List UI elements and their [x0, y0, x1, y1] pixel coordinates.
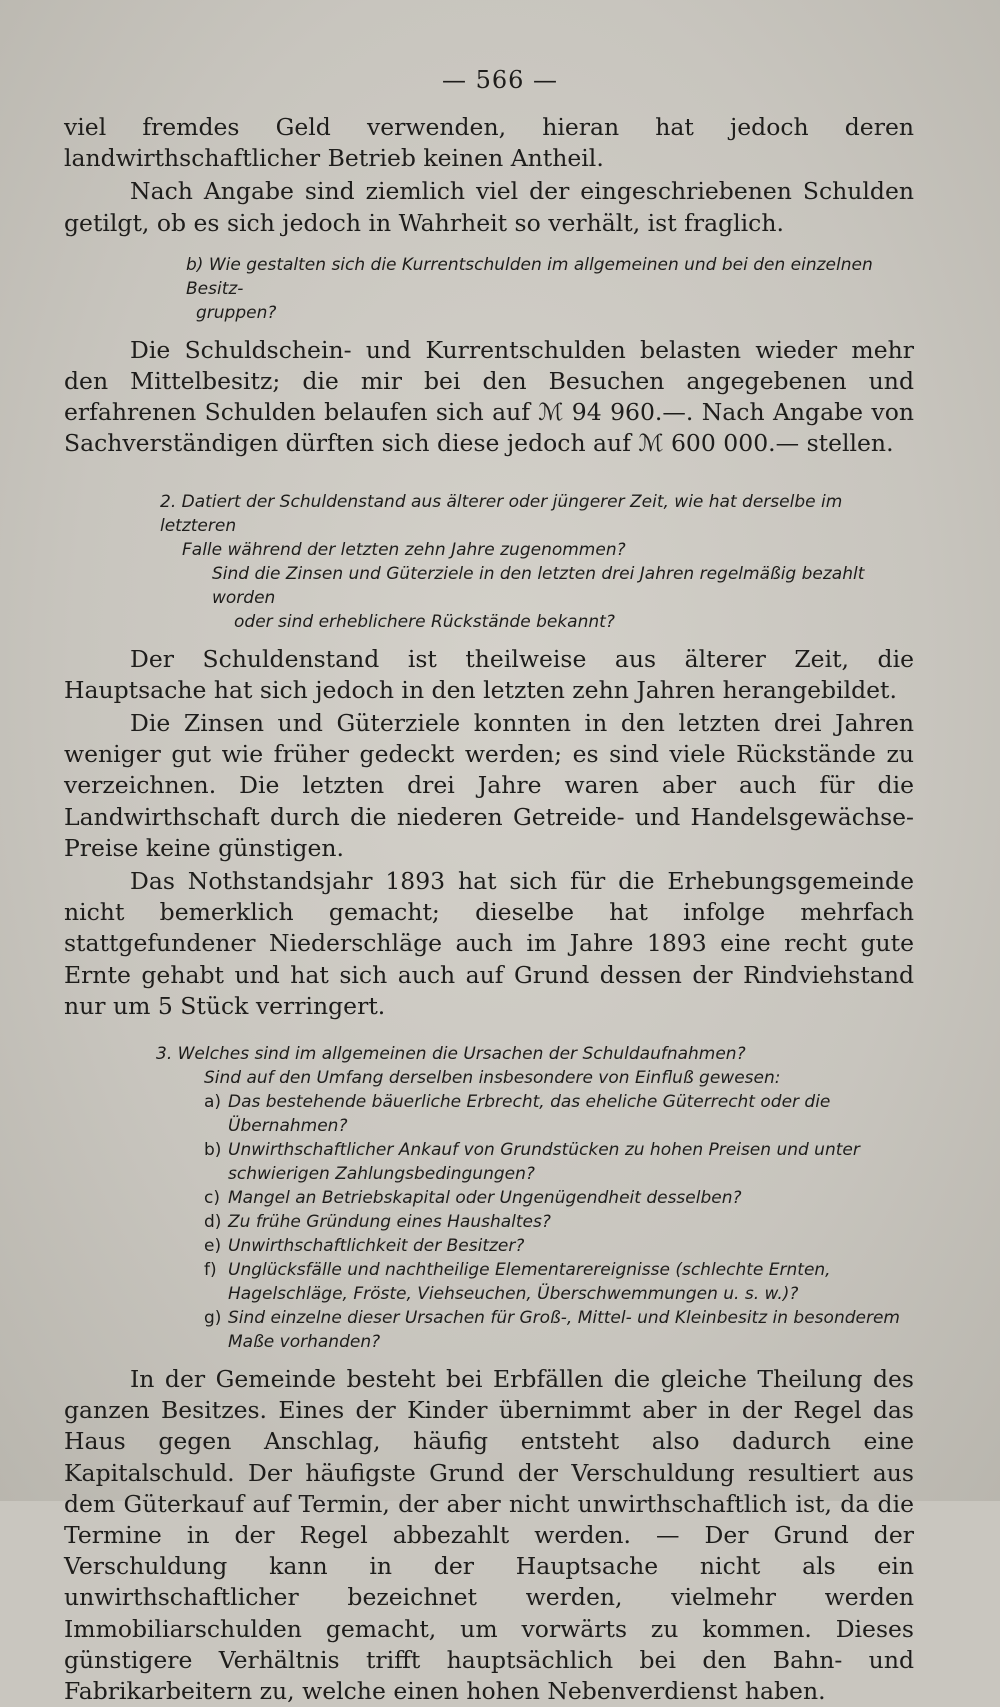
- item-label: f): [204, 1260, 217, 1281]
- question-3-item: [156, 1090, 914, 1138]
- item-label: d): [204, 1212, 222, 1233]
- item-text: Unglücksfälle und nachtheilige Elementarereignisse (schlechte Ernten, Hagelschläge, Fröste, Viehseuchen, Überschwemmungen u. s. w.)?: [228, 1260, 831, 1305]
- page-number: — 566 —: [441, 66, 559, 94]
- paragraph-3: Die Schuldschein- und Kurrentschulden belasten wieder mehr den Mittelbesitz; die mir bei den Besuchen angegebenen und erfahrenen Schulden belaufen sich auf ℳ 94 960.—. Nach Angabe von Sachverständigen dürften sich diese jedoch auf ℳ 600 000.— stellen.: [64, 335, 914, 458]
- question-2-line-1: 2. Datiert der Schuldenstand aus älterer oder jüngerer Zeit, wie hat derselbe im letzteren: [160, 491, 843, 536]
- item-label: c): [204, 1188, 220, 1209]
- paragraph-6: Das Nothstandsjahr 1893 hat sich für die Erhebungsgemeinde nicht bemerklich gemacht; dieselbe hat infolge mehrfach stattgefundener Niederschläge auch im Jahre 1893 eine recht gute Ernte gehabt und hat sich auch auf Grund dessen der Rindviehstand nur um 5 Stück verringert.: [64, 867, 914, 1020]
- question-3-item: [156, 1258, 914, 1306]
- paragraph-4: Der Schuldenstand ist theilweise aus älterer Zeit, die Hauptsache hat sich jedoch in den letzten zehn Jahren herangebildet.: [64, 644, 914, 704]
- question-3-item: [156, 1138, 914, 1186]
- item-text: Zu frühe Gründung eines Haushaltes?: [228, 1212, 551, 1233]
- question-1b-line-2: gruppen?: [196, 302, 277, 323]
- paragraph-1: viel fremdes Geld verwenden, hieran hat jedoch deren landwirthschaftlicher Betrieb keinen Antheil.: [64, 113, 914, 173]
- question-2-line-2: Falle während der letzten zehn Jahre zugenommen?: [182, 539, 626, 560]
- item-text: Das bestehende bäuerliche Erbrecht, das eheliche Güterrecht oder die Übernahmen?: [228, 1092, 831, 1137]
- page-content: [64, 112, 914, 1707]
- question-2-line-3: Sind die Zinsen und Güterziele in den letzten drei Jahren regelmäßig bezahlt worden: [212, 563, 865, 608]
- question-3-item: [156, 1210, 914, 1234]
- item-text: Mangel an Betriebskapital oder Ungenügendheit desselben?: [228, 1188, 742, 1209]
- question-3-line-1: 3. Welches sind im allgemeinen die Ursachen der Schuldaufnahmen?: [156, 1044, 746, 1065]
- item-text: Unwirthschaftlichkeit der Besitzer?: [228, 1236, 525, 1257]
- question-1b: [64, 253, 914, 325]
- item-label: e): [204, 1236, 222, 1257]
- question-2-line-4: oder sind erheblichere Rückstände bekannt?: [234, 611, 615, 632]
- question-3-item: [156, 1186, 914, 1210]
- item-label: a): [204, 1092, 222, 1113]
- paragraph-7: In der Gemeinde besteht bei Erbfällen die gleiche Theilung des ganzen Besitzes. Eines der Kinder übernimmt aber in der Regel das Haus gegen Anschlag, häufig entsteht also dadurch eine Kapitalschuld. Der häufigste Grund der Verschuldung resultiert aus dem Güterkauf auf Termin, der aber nicht unwirthschaftlich ist, da die Termine in der Regel abbezahlt werden. — Der Grund der Verschuldung kann in der Hauptsache nicht als ein unwirthschaftlicher bezeichnet werden, vielmehr werden Immobiliarschulden gemacht, um vorwärts zu kommen. Dieses günstigere Verhältnis trifft hauptsächlich bei den Bahn- und Fabrikarbeitern zu, welche einen hohen Nebenverdienst haben.: [64, 1365, 914, 1706]
- item-text: Unwirthschaftlicher Ankauf von Grundstücken zu hohen Preisen und unter schwierigen Zahlungsbedingungen?: [228, 1140, 860, 1185]
- question-3-line-2: Sind auf den Umfang derselben insbesondere von Einfluß gewesen:: [204, 1068, 781, 1089]
- item-label: g): [204, 1308, 222, 1329]
- question-3-item: [156, 1234, 914, 1258]
- paragraph-2: Nach Angabe sind ziemlich viel der eingeschriebenen Schulden getilgt, ob es sich jedoch in Wahrheit so verhält, ist fraglich.: [64, 177, 914, 237]
- question-1b-line-1: b) Wie gestalten sich die Kurrentschulden im allgemeinen und bei den einzelnen Besitz-: [186, 254, 873, 299]
- paragraph-5: Die Zinsen und Güterziele konnten in den letzten drei Jahren weniger gut wie früher gedeckt werden; es sind viele Rückstände zu verzeichnen. Die letzten drei Jahre waren aber auch für die Landwirthschaft durch die niederen Getreide- und Handelsgewächse-Preise keine günstigen.: [64, 709, 914, 862]
- question-3: [64, 1042, 914, 1354]
- question-3-item: [156, 1306, 914, 1354]
- item-label: b): [204, 1140, 222, 1161]
- question-2: [64, 490, 914, 634]
- item-text: Sind einzelne dieser Ursachen für Groß-, Mittel- und Kleinbesitz in besonderem Maße vorhanden?: [228, 1308, 900, 1353]
